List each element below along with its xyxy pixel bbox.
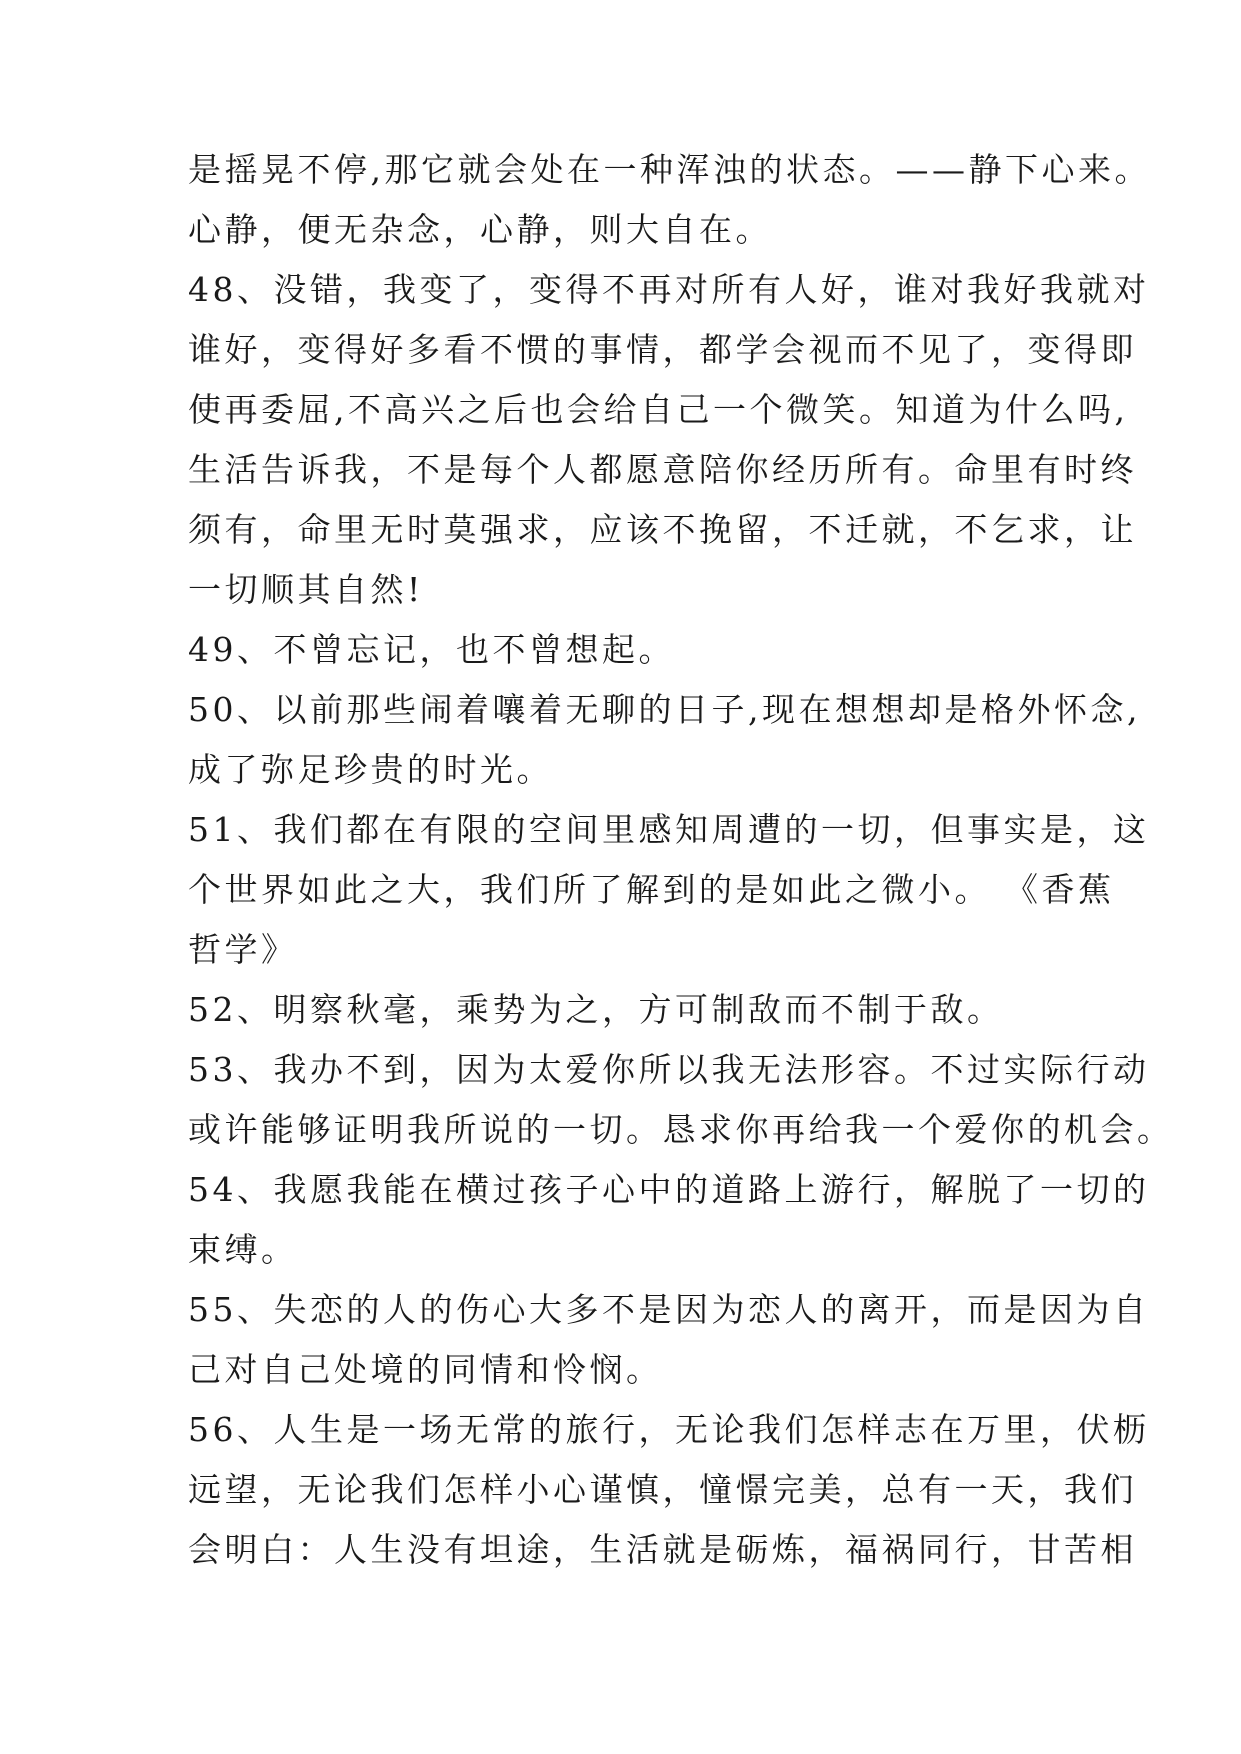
text-line: 54、我愿我能在横过孩子心中的道路上游行，解脱了一切的	[188, 1170, 1150, 1209]
text-line: 50、以前那些闹着嚷着无聊的日子,现在想想却是格外怀念,	[188, 690, 1141, 729]
text-line: 48、没错，我变了，变得不再对所有人好，谁对我好我就对	[188, 270, 1150, 309]
text-line: 束缚。	[188, 1230, 298, 1269]
text-line: 会明白：人生没有坦途，生活就是砺炼，福祸同行，甘苦相	[188, 1530, 1137, 1569]
text-line: 56、人生是一场无常的旅行，无论我们怎样志在万里，伏枥	[188, 1410, 1150, 1449]
text-line: 53、我办不到，因为太爱你所以我无法形容。不过实际行动	[188, 1050, 1150, 1089]
text-line: 生活告诉我，不是每个人都愿意陪你经历所有。命里有时终	[188, 450, 1137, 489]
text-line: 个世界如此之大，我们所了解到的是如此之微小。 《香蕉	[188, 870, 1115, 909]
text-line: 或许能够证明我所说的一切。恳求你再给我一个爱你的机会。	[188, 1110, 1174, 1149]
text-line: 55、失恋的人的伤心大多不是因为恋人的离开，而是因为自	[188, 1290, 1150, 1329]
text-line: 远望，无论我们怎样小心谨慎，憧憬完美，总有一天，我们	[188, 1470, 1137, 1509]
text-line: 成了弥足珍贵的时光。	[188, 750, 553, 789]
text-line: 49、不曾忘记，也不曾想起。	[188, 630, 675, 669]
text-line: 哲学》	[188, 930, 298, 969]
text-line: 是摇晃不停,那它就会处在一种浑浊的状态。——静下心来。	[188, 150, 1151, 189]
text-line: 须有，命里无时莫强求，应该不挽留，不迁就，不乞求，让	[188, 510, 1137, 549]
text-line: 一切顺其自然!	[188, 570, 424, 609]
text-line: 己对自己处境的同情和怜悯。	[188, 1350, 663, 1389]
text-line: 51、我们都在有限的空间里感知周遭的一切，但事实是，这	[188, 810, 1150, 849]
text-line: 使再委屈,不高兴之后也会给自己一个微笑。知道为什么吗,	[188, 390, 1129, 429]
text-line: 谁好，变得好多看不惯的事情，都学会视而不见了，变得即	[188, 330, 1137, 369]
text-line: 52、明察秋毫，乘势为之，方可制敌而不制于敌。	[188, 990, 1004, 1029]
text-line: 心静，便无杂念，心静，则大自在。	[188, 210, 772, 249]
